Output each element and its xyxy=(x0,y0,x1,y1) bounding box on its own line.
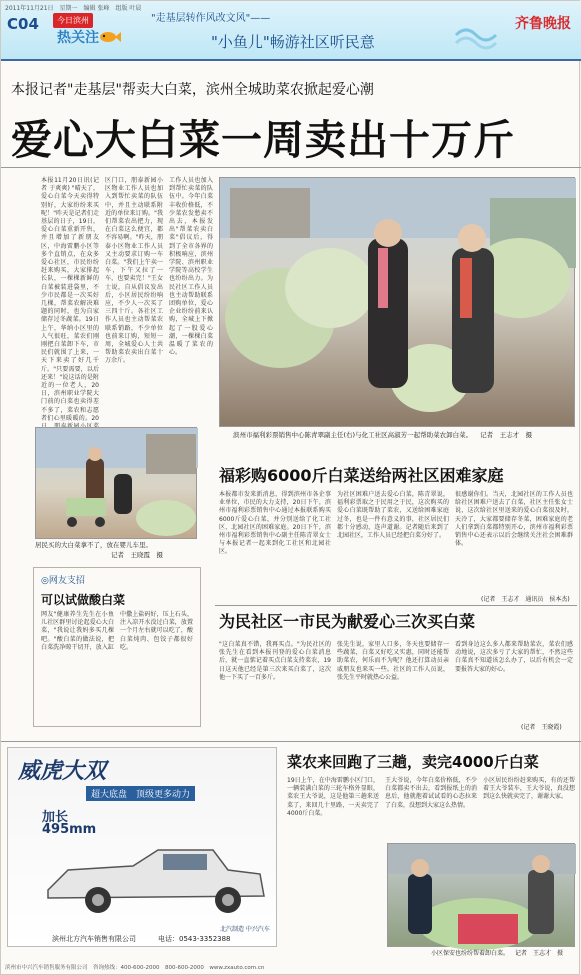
story4-column-1: 19日上午，在中海雷鹏小区门口，一辆装满白菜的三轮车格外显眼，菜农王大爷说，这是他第三趟来送菜了，来回几十里路，一天卖完了4000斤白菜。 xyxy=(287,777,379,817)
stroller-photo xyxy=(36,428,198,540)
pickup-truck-icon xyxy=(38,840,268,920)
ad-brand: 北汽制造 中兴汽车 xyxy=(220,926,270,933)
lead-headline: 爱心大白菜一周卖出十万斤 xyxy=(11,116,515,164)
page-footer: 滨州市中兴汽车销售服务有限公司 咨询热线：400-600-2000 800-600-2000 www.zxauto.com.cn xyxy=(5,965,265,971)
ad-length-value: 495mm xyxy=(42,822,97,837)
header-title: "小鱼儿"畅游社区听民意 xyxy=(211,33,375,51)
main-photo xyxy=(219,177,575,427)
sidebar-body: 网友"健康养生先生在小鱼儿社区群里讨论起爱心大白菜，"我说让我妈多买几棵吧。"酸白菜的做法说，把白菜洗净晾干切开，放入缸中撒上盐码好，压上石头，注入凉开水没过白菜，放置一个月左右就可以吃了，酸白菜炖肉、包饺子都很好吃。 xyxy=(41,611,193,651)
ad-tagline: 超大底盘 顶级更多动力 xyxy=(86,786,195,801)
story4-column-2: 王大爷说，今年白菜价格低，不少白菜都卖不出去，看到报纸上的消息后，他就抱着试试看的心态拉来了白菜，没想到大家这么热情。 xyxy=(385,777,477,809)
story4-photo-caption xyxy=(431,949,575,958)
lead-column-3: 工作人员也加入到帮忙卖菜的队伍中。今年白菜丰收价格低，不少菜农发愁卖不出去，本报发出"帮菜农卖白菜"倡议后，得到了全市各界的积极响应，滨州学院、滨州职业学院等高校学生也纷纷出力。为民社区工作人员也主动帮助联系团购单位，爱心企业纷纷前来认购，全城上下掀起了一股爱心潮，一棵棵白菜温暖了菜农的心。 xyxy=(169,177,213,357)
lead-column-2: 区门口，朋泰新园小区物业工作人员也加入到帮忙卖菜的队伍中，并且主动联系附近的单位来订购。"我们帮菜农出把力，现在白菜这么便宜，都不容易啊。"昨天，朋泰小区物业工作人员又主动要求订购一车白菜。"我们上午卖一车，下午又拉了一车，也要卖完！"王女士说，自从倡议发出后，小区居民纷纷响应，不少人一次买了三四十斤。各社区工作人员也主动帮菜农联系销路，不少单位也前来订购，短短一周，全城爱心人士共帮助菜农卖出白菜十万余斤。 xyxy=(105,177,163,365)
small-photo-credit: 记者 王晓霞 摄 xyxy=(111,551,163,559)
section-logo: 热关注 xyxy=(57,30,99,46)
story4-credit: 记者 王志才 摄 xyxy=(514,950,563,957)
story3-column-1: "这白菜真不错，我再买点。"为民社区的张先生在看到本报刊登的爱心白菜消息后，就一直惦记着买点白菜支持菜农，19日这天他已经是第三次来买白菜了，这次他一下买了一百多斤。 xyxy=(219,641,331,681)
story2-headline: 福彩购6000斤白菜送给两社区困难家庭 xyxy=(219,466,504,485)
headline-divider xyxy=(1,167,581,168)
edition-badge: 今日滨州 xyxy=(53,13,93,28)
small-photo-caption: 居民买的大白菜拿不了，放在婴儿车里。 xyxy=(35,541,152,549)
story4-column-3: 小区居民纷纷赶来购买，有的还帮着王大爷装车，王大爷说，真没想到这么快就卖完了，谢谢大家。 xyxy=(483,777,575,801)
page-header xyxy=(1,1,581,59)
newspaper-brand: 齐鲁晚报 xyxy=(515,16,571,32)
ad-phone: 电话：0543-3352388 xyxy=(158,935,231,943)
date-line: 2011年11月21日 星期一 编辑 张峰 组版 叶晨 xyxy=(5,5,142,12)
fish-icon xyxy=(97,27,121,47)
lead-column-1: 本报11月20日讯(记者 于爽爽) "晴天了，爱心白菜今天卖得特别好，大家纷纷来买呢！"昨天是记者们走基层的日子，19日，爱心白菜重新开售，并且增加了新朋友区，中海雷鹏小区等多个直销点，在众多爱心社区，市民纷纷赶来购买，大家排起长队，一棵棵新鲜的白菜被装进袋里，不少市民都是一次买好几棵，帮菜农解决难题的同时，也为自家储存过冬蔬菜。19日上午，华纳小区里的人气很旺，菜农们刚刚把白菜卸下车，市民们就围了上来，一天下来卖了好几千斤。"只要需要，以后还来！"说这话的是附近的一位老人，20日，滨州职业学院大门前的白菜也卖得差不多了，菜农和志愿者们心里暖暖的。20 xyxy=(41,177,99,422)
story2-credit: (记者 王志才 通讯员 侯本杰) xyxy=(481,596,570,603)
story4-headline: 菜农来回跑了三趟，卖完4000斤白菜 xyxy=(287,753,539,771)
story2-column-2: 为社区困难户送去爱心白菜，陈青翠说，福利彩票取之于民用之于民，这次购买的爱心白菜既帮助了菜农，又送给困难家庭过冬，也是一件有意义的事，社区居民们都十分感动，连声道谢。记者随后来到了北园社区，工作人员已经把白菜分好了。 xyxy=(337,491,449,540)
ad-company: 滨州北方汽车销售有限公司 xyxy=(52,935,136,943)
security-guard-photo xyxy=(388,844,576,948)
story3-credit: (记者 王晓霞) xyxy=(521,724,562,731)
story4-caption-text: 小区保安也纷纷帮着卸白菜。 xyxy=(431,950,510,957)
circle-icon: ◎ xyxy=(41,576,49,586)
story2-column-3: 很感谢你们。当天，北园社区的工作人员也给社区困难户送去了白菜，社区主任张女士说，这次给社区里送来的爱心白菜很及时，天冷了，大家都要储存冬菜，困难家庭的老人们拿到白菜都特别开心，滨州市福利彩票销售中心还表示以后会继续关注社会困难群体。 xyxy=(455,491,573,548)
story2-column-1: 本报都市发来新消息，得到滨州市各企事业单位，市民的大力支持，20日下午，滨州市福利彩票销售中心通过本报联系购买6000斤爱心白菜，并分别送给了化工社区、北园社区的困难家庭。20日下午，滨州市福利彩票销售中心副主任陈青翠女士与本报记者一起来到化工社区和北园社区。 xyxy=(219,491,331,556)
main-photo-caption-text: 滨州市福利彩票销售中心陈青翠副主任(右)与化工社区高淑芳一起帮助菜农卸白菜。 xyxy=(233,431,473,439)
story3-column-2: 张先生说，家里人口多，冬天也要储存一些蔬菜，白菜又好吃又实惠，同时还能帮助菜农，何乐而不为呢？他还打算动员亲戚朋友也来买一些。社区的工作人员说，张先生平时就热心公益。 xyxy=(337,641,449,681)
story4-photo xyxy=(387,843,575,947)
story3-divider xyxy=(215,605,577,606)
story3-column-3: 看到身边这么多人都来帮助菜农，菜农们感动地说，这次多亏了大家的帮忙，不然这些白菜真不知道该怎么办了，以后有机会一定要报答大家的好心。 xyxy=(455,641,573,673)
main-photo-credit: 记者 王志才 摄 xyxy=(480,431,533,439)
cabbage-sale-photo xyxy=(220,178,576,428)
sidebar-section-label: 网友支招 xyxy=(48,576,85,586)
lower-divider xyxy=(1,741,581,742)
car-advertisement[interactable] xyxy=(7,747,277,947)
sidebar-headline: 可以试做酸白菜 xyxy=(41,593,126,607)
main-photo-caption xyxy=(233,431,573,440)
story3-headline: 为民社区一市民为献爱心三次买白菜 xyxy=(219,612,476,631)
small-photo xyxy=(35,427,197,539)
wave-decoration-icon xyxy=(456,5,496,45)
ad-length-label: 加长 xyxy=(42,810,69,825)
page-number: C04 xyxy=(7,15,39,33)
header-slogan: "走基层转作风改文风"—— xyxy=(151,13,271,24)
sidebar-section xyxy=(41,573,85,586)
lead-kicker: 本报记者"走基层"帮卖大白菜，滨州全城助菜农掀起爱心潮 xyxy=(11,82,374,98)
header-divider xyxy=(1,59,581,61)
ad-title: 威虎大双 xyxy=(18,758,107,784)
